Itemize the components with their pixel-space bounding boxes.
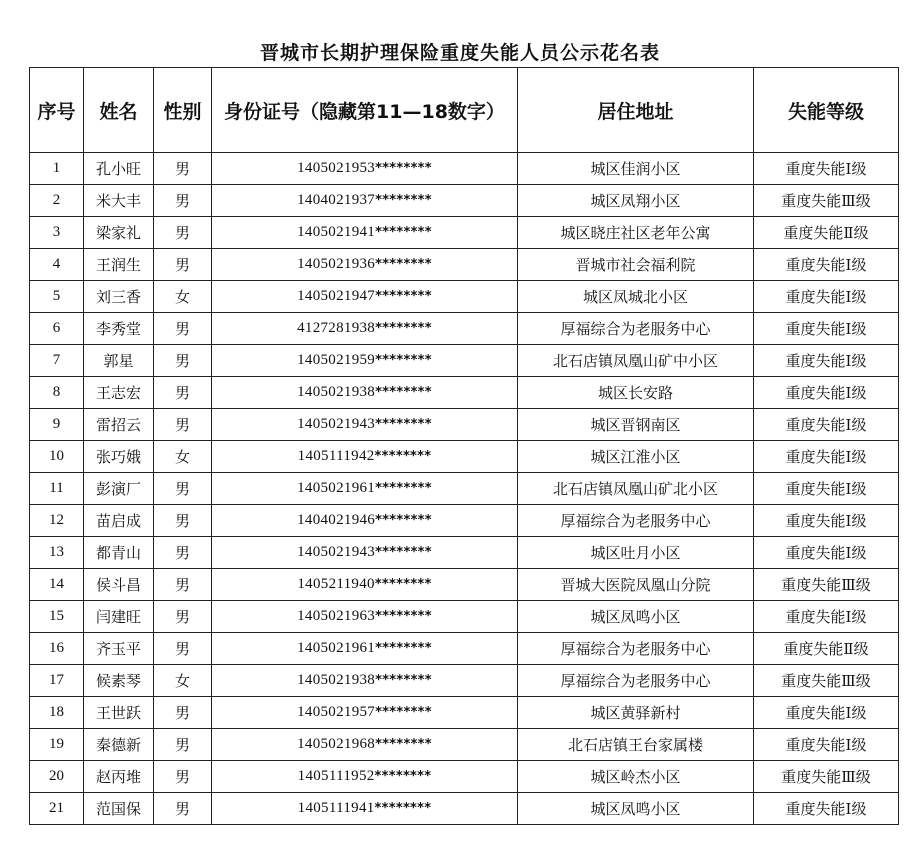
cell-address: 城区佳润小区 (518, 153, 754, 185)
cell-level: 重度失能Ⅰ级 (754, 345, 899, 377)
cell-address: 厚福综合为老服务中心 (518, 633, 754, 665)
cell-address: 城区长安路 (518, 377, 754, 409)
cell-level: 重度失能Ⅰ级 (754, 153, 899, 185)
cell-gender: 男 (154, 601, 212, 633)
table-row (30, 345, 899, 377)
cell-index: 2 (30, 185, 84, 217)
cell-level: 重度失能Ⅰ级 (754, 729, 899, 761)
cell-gender: 女 (154, 441, 212, 473)
cell-gender: 男 (154, 793, 212, 825)
id-mask: ******** (375, 673, 432, 688)
cell-name: 王润生 (84, 249, 154, 281)
cell-id (212, 281, 518, 313)
cell-gender: 男 (154, 473, 212, 505)
cell-index: 4 (30, 249, 84, 281)
cell-level: 重度失能Ⅰ级 (754, 249, 899, 281)
id-mask: ******** (375, 417, 432, 432)
cell-gender: 男 (154, 409, 212, 441)
id-mask: ******** (375, 353, 432, 368)
cell-address: 晋城市社会福利院 (518, 249, 754, 281)
id-mask: ******** (374, 801, 432, 816)
cell-name: 李秀堂 (84, 313, 154, 345)
header-id: 身份证号（隐藏第11—18数字） (212, 68, 518, 153)
cell-level: 重度失能Ⅰ级 (754, 793, 899, 825)
cell-name: 张巧娥 (84, 441, 154, 473)
cell-name: 郭星 (84, 345, 154, 377)
table-row (30, 569, 899, 601)
id-mask: ******** (375, 257, 432, 272)
cell-level: 重度失能Ⅰ级 (754, 473, 899, 505)
id-mask: ******** (375, 225, 432, 240)
cell-name: 刘三香 (84, 281, 154, 313)
cell-index: 10 (30, 441, 84, 473)
id-mask: ******** (375, 705, 432, 720)
table-row (30, 153, 899, 185)
id-mask: ******** (375, 161, 432, 176)
cell-address: 城区黄驿新村 (518, 697, 754, 729)
id-mask: ******** (375, 289, 432, 304)
cell-address: 城区晓庄社区老年公寓 (518, 217, 754, 249)
table-body (30, 153, 899, 825)
id-mask: ******** (374, 769, 432, 784)
header-row (30, 68, 899, 153)
cell-gender: 男 (154, 377, 212, 409)
cell-level: 重度失能Ⅲ级 (754, 569, 899, 601)
cell-name: 彭演厂 (84, 473, 154, 505)
id-prefix: 1405021938 (297, 672, 376, 688)
id-prefix: 1404021946 (297, 512, 376, 528)
cell-level: 重度失能Ⅰ级 (754, 537, 899, 569)
cell-id (212, 601, 518, 633)
cell-id (212, 761, 518, 793)
cell-id (212, 185, 518, 217)
cell-index: 9 (30, 409, 84, 441)
cell-gender: 女 (154, 281, 212, 313)
cell-address: 城区凤鸣小区 (518, 601, 754, 633)
id-mask: ******** (374, 577, 432, 592)
cell-id (212, 697, 518, 729)
id-mask: ******** (375, 545, 432, 560)
cell-gender: 男 (154, 185, 212, 217)
cell-index: 8 (30, 377, 84, 409)
cell-address: 城区晋钢南区 (518, 409, 754, 441)
table-row (30, 505, 899, 537)
table-row (30, 793, 899, 825)
table-header (30, 68, 899, 153)
id-mask: ******** (374, 449, 432, 464)
id-mask: ******** (375, 641, 432, 656)
cell-gender: 男 (154, 249, 212, 281)
cell-level: 重度失能Ⅲ级 (754, 665, 899, 697)
cell-gender: 男 (154, 537, 212, 569)
cell-gender: 女 (154, 665, 212, 697)
cell-id (212, 633, 518, 665)
id-prefix: 1405021957 (297, 704, 376, 720)
id-prefix: 1405021947 (297, 288, 376, 304)
cell-address: 城区吐月小区 (518, 537, 754, 569)
cell-address: 城区凤翔小区 (518, 185, 754, 217)
id-prefix: 1405021938 (297, 384, 376, 400)
id-prefix: 1405021941 (297, 224, 376, 240)
cell-level: 重度失能Ⅱ级 (754, 633, 899, 665)
cell-id (212, 377, 518, 409)
table-row (30, 409, 899, 441)
cell-name: 米大丰 (84, 185, 154, 217)
cell-address: 北石店镇凤凰山矿中小区 (518, 345, 754, 377)
id-prefix: 1405211940 (297, 576, 375, 592)
id-mask: ******** (375, 193, 432, 208)
cell-name: 闫建旺 (84, 601, 154, 633)
cell-name: 王志宏 (84, 377, 154, 409)
cell-level: 重度失能Ⅰ级 (754, 409, 899, 441)
cell-id (212, 409, 518, 441)
table-row (30, 441, 899, 473)
cell-name: 范国保 (84, 793, 154, 825)
cell-name: 梁家礼 (84, 217, 154, 249)
cell-gender: 男 (154, 313, 212, 345)
id-mask: ******** (375, 481, 432, 496)
roster-table (29, 67, 899, 825)
cell-address: 晋城大医院凤凰山分院 (518, 569, 754, 601)
cell-address: 北石店镇王台家属楼 (518, 729, 754, 761)
table-row (30, 633, 899, 665)
cell-address: 厚福综合为老服务中心 (518, 505, 754, 537)
cell-address: 厚福综合为老服务中心 (518, 313, 754, 345)
table-row (30, 473, 899, 505)
table-row (30, 281, 899, 313)
cell-address: 北石店镇凤凰山矿北小区 (518, 473, 754, 505)
cell-index: 6 (30, 313, 84, 345)
header-level: 失能等级 (754, 68, 899, 153)
id-prefix: 1405111952 (297, 768, 375, 784)
id-prefix: 1405021943 (297, 416, 376, 432)
id-prefix: 1405021963 (297, 608, 376, 624)
table-row (30, 185, 899, 217)
id-mask: ******** (375, 513, 432, 528)
cell-gender: 男 (154, 633, 212, 665)
cell-gender: 男 (154, 697, 212, 729)
cell-level: 重度失能Ⅲ级 (754, 185, 899, 217)
cell-gender: 男 (154, 729, 212, 761)
cell-gender: 男 (154, 153, 212, 185)
cell-index: 16 (30, 633, 84, 665)
cell-gender: 男 (154, 217, 212, 249)
id-prefix: 1405021943 (297, 544, 376, 560)
cell-name: 都青山 (84, 537, 154, 569)
header-name: 姓名 (84, 68, 154, 153)
cell-gender: 男 (154, 761, 212, 793)
id-prefix: 1405021936 (297, 256, 376, 272)
cell-level: 重度失能Ⅱ级 (754, 217, 899, 249)
cell-name: 苗启成 (84, 505, 154, 537)
cell-address: 城区江淮小区 (518, 441, 754, 473)
id-prefix: 1405021961 (297, 480, 376, 496)
cell-id (212, 729, 518, 761)
cell-name: 孔小旺 (84, 153, 154, 185)
cell-index: 3 (30, 217, 84, 249)
id-prefix: 1405021959 (297, 352, 376, 368)
table-row (30, 313, 899, 345)
cell-index: 11 (30, 473, 84, 505)
cell-gender: 男 (154, 345, 212, 377)
header-gender: 性别 (154, 68, 212, 153)
cell-index: 14 (30, 569, 84, 601)
cell-address: 城区凤鸣小区 (518, 793, 754, 825)
header-address: 居住地址 (518, 68, 754, 153)
id-mask: ******** (375, 609, 432, 624)
table-row (30, 697, 899, 729)
cell-id (212, 793, 518, 825)
cell-level: 重度失能Ⅲ级 (754, 761, 899, 793)
cell-address: 厚福综合为老服务中心 (518, 665, 754, 697)
table-row (30, 249, 899, 281)
cell-id (212, 569, 518, 601)
cell-id (212, 249, 518, 281)
cell-level: 重度失能Ⅰ级 (754, 601, 899, 633)
cell-index: 21 (30, 793, 84, 825)
cell-index: 19 (30, 729, 84, 761)
cell-gender: 男 (154, 505, 212, 537)
cell-name: 王世跃 (84, 697, 154, 729)
cell-index: 5 (30, 281, 84, 313)
id-mask: ******** (375, 321, 432, 336)
id-prefix: 1405021968 (297, 736, 376, 752)
cell-name: 齐玉平 (84, 633, 154, 665)
cell-id (212, 537, 518, 569)
id-prefix: 1405111941 (297, 800, 375, 816)
table-row (30, 601, 899, 633)
table-row (30, 377, 899, 409)
id-prefix: 1405021961 (297, 640, 376, 656)
id-prefix: 4127281938 (297, 320, 376, 336)
table-row (30, 537, 899, 569)
cell-level: 重度失能Ⅰ级 (754, 441, 899, 473)
cell-id (212, 665, 518, 697)
cell-index: 12 (30, 505, 84, 537)
table-row (30, 665, 899, 697)
cell-name: 秦德新 (84, 729, 154, 761)
cell-level: 重度失能Ⅰ级 (754, 281, 899, 313)
cell-index: 1 (30, 153, 84, 185)
cell-id (212, 505, 518, 537)
cell-id (212, 217, 518, 249)
cell-index: 18 (30, 697, 84, 729)
cell-name: 候素琴 (84, 665, 154, 697)
table-row (30, 729, 899, 761)
id-prefix: 1405021953 (297, 160, 376, 176)
cell-id (212, 153, 518, 185)
id-mask: ******** (375, 737, 432, 752)
cell-id (212, 345, 518, 377)
cell-address: 城区岭杰小区 (518, 761, 754, 793)
cell-level: 重度失能Ⅰ级 (754, 697, 899, 729)
cell-gender: 男 (154, 569, 212, 601)
cell-address: 城区凤城北小区 (518, 281, 754, 313)
cell-index: 17 (30, 665, 84, 697)
id-prefix: 1404021937 (297, 192, 376, 208)
cell-id (212, 313, 518, 345)
id-mask: ******** (375, 385, 432, 400)
cell-level: 重度失能Ⅰ级 (754, 377, 899, 409)
document-title: 晋城市长期护理保险重度失能人员公示花名表 (259, 42, 660, 64)
header-index: 序号 (30, 68, 84, 153)
cell-id (212, 473, 518, 505)
table-row (30, 761, 899, 793)
cell-index: 13 (30, 537, 84, 569)
cell-name: 雷招云 (84, 409, 154, 441)
table-row (30, 217, 899, 249)
cell-index: 15 (30, 601, 84, 633)
cell-name: 赵丙堆 (84, 761, 154, 793)
cell-index: 7 (30, 345, 84, 377)
cell-name: 侯斗昌 (84, 569, 154, 601)
cell-index: 20 (30, 761, 84, 793)
cell-level: 重度失能Ⅰ级 (754, 505, 899, 537)
cell-level: 重度失能Ⅰ级 (754, 313, 899, 345)
id-prefix: 1405111942 (297, 448, 375, 464)
cell-id (212, 441, 518, 473)
